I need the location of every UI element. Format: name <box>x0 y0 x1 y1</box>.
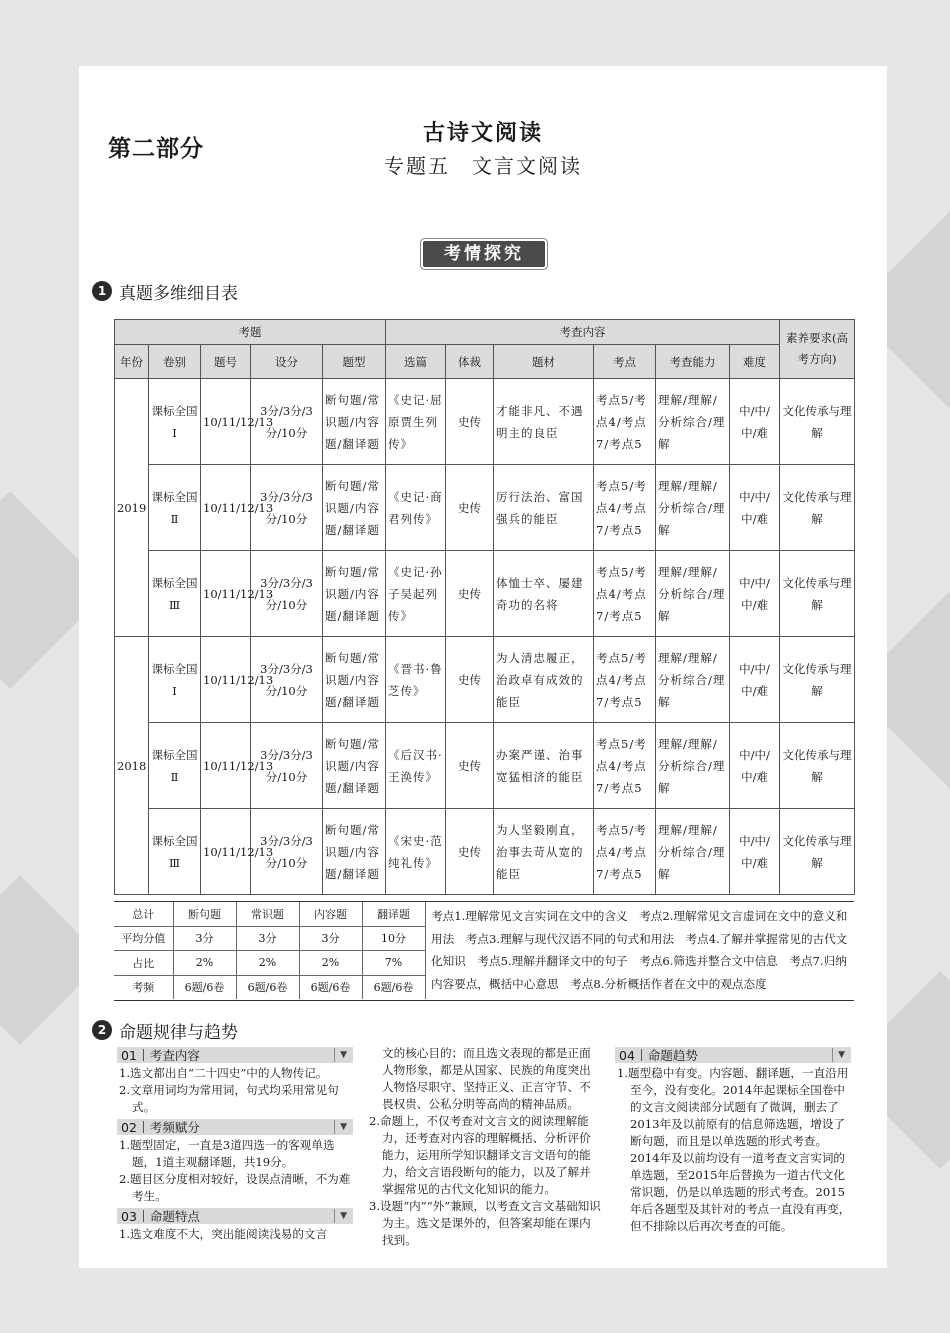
table-column-header: 选篇 <box>386 345 446 379</box>
summary-cell: 平均分值 <box>114 926 173 951</box>
paper-cell: 课标全国Ⅱ <box>149 465 201 551</box>
table-row <box>115 379 855 465</box>
document-page <box>79 66 887 1268</box>
box-title: 命题趋势 <box>647 1047 698 1063</box>
qnum-cell: 10/11/12/13 <box>201 379 251 465</box>
theme-cell: 为人清忠履正，治政卓有成效的能臣 <box>494 637 594 723</box>
summary-cell: 6题/6卷 <box>236 975 299 999</box>
text-cell: 《史记·商君列传》 <box>386 465 446 551</box>
list-item: 2.文章用词均为常用词，句式均采用常见句式。 <box>119 1083 339 1114</box>
table-column-header: 考查能力 <box>656 345 730 379</box>
table-column-header: 题型 <box>323 345 386 379</box>
exam-points-notes: 考点1.理解常见文言实词在文中的含义 考点2.理解常见文言虚词在文中的意义和用法 考点3.理解与现代汉语不同的句式和用法 考点4.了解并掌握常见的古代文化知识 考点5.理解并翻译文中的句子 考点6.筛选并整合文中信息 考点7.归纳内容要点，概括中心意思 考点8.分析概括作者在文中的观点态度 <box>431 909 848 991</box>
summary-cell: 3分 <box>173 926 236 951</box>
text-cell: 《后汉书·王涣传》 <box>386 723 446 809</box>
genre-cell: 史传 <box>446 465 494 551</box>
genre-cell: 史传 <box>446 637 494 723</box>
table-row <box>115 723 855 809</box>
table-column-header: 年份 <box>115 345 149 379</box>
difficulty-cell: 中/中/中/难 <box>730 809 780 895</box>
text-cell: 《宋史·范纯礼传》 <box>386 809 446 895</box>
ability-cell: 理解/理解/分析综合/理解 <box>656 637 730 723</box>
table-column-header: 题号 <box>201 345 251 379</box>
theme-cell: 办案严谨、治事宽猛相济的能臣 <box>494 723 594 809</box>
table-column-header: 体裁 <box>446 345 494 379</box>
left-column <box>117 1047 353 1243</box>
list-item: 1.题型固定，一直是3道四选一的客观单选题，1道主观翻译题，共19分。 <box>119 1138 335 1169</box>
summary-cell: 占比 <box>114 951 173 976</box>
points-cell: 考点5/考点4/考点7/考点5 <box>594 637 656 723</box>
box-header-03 <box>117 1208 353 1224</box>
points-cell: 考点5/考点4/考点7/考点5 <box>594 379 656 465</box>
qnum-cell: 10/11/12/13 <box>201 637 251 723</box>
points-cell: 考点5/考点4/考点7/考点5 <box>594 809 656 895</box>
year-cell: 2018 <box>115 637 149 895</box>
section-1-heading <box>92 280 238 302</box>
list-item: 文的核心目的；而且选文表现的都是正面人物形象，都是从国家、民族的角度突出人物恪尽职守、坚持正义、正言守节、不畏权贵、公私分明等高尚的精神品质。 <box>382 1046 591 1111</box>
score-cell: 3分/3分/3分/10分 <box>251 723 323 809</box>
literacy-cell: 文化传承与理解 <box>780 379 855 465</box>
paper-cell: 课标全国Ⅲ <box>149 809 201 895</box>
literacy-cell: 文化传承与理解 <box>780 465 855 551</box>
table-column-header: 难度 <box>730 345 780 379</box>
summary-cell: 2% <box>236 951 299 976</box>
box-number: 02 <box>121 1119 137 1135</box>
genre-cell: 史传 <box>446 809 494 895</box>
table-group-header: 考题 <box>115 320 386 345</box>
summary-cell: 3分 <box>236 926 299 951</box>
difficulty-cell: 中/中/中/难 <box>730 379 780 465</box>
middle-column <box>367 1045 601 1249</box>
genre-cell: 史传 <box>446 379 494 465</box>
ability-cell: 理解/理解/分析综合/理解 <box>656 465 730 551</box>
list-item: 1.选文难度不大，突出能阅读浅易的文言 <box>119 1227 328 1241</box>
summary-header: 断句题 <box>173 902 236 926</box>
box-number: 04 <box>619 1047 635 1063</box>
theme-cell: 才能非凡、不遇明主的良臣 <box>494 379 594 465</box>
qnum-cell: 10/11/12/13 <box>201 723 251 809</box>
theme-cell: 厉行法治、富国强兵的能臣 <box>494 465 594 551</box>
chevron-down-icon: ▼ <box>334 1120 347 1134</box>
points-cell: 考点5/考点4/考点7/考点5 <box>594 465 656 551</box>
chevron-down-icon: ▼ <box>334 1048 347 1062</box>
page-title: 古诗文阅读 <box>422 121 543 146</box>
qtype-cell: 断句题/常识题/内容题/翻译题 <box>323 465 386 551</box>
text-cell: 《史记·屈原贾生列传》 <box>386 379 446 465</box>
table-row <box>115 809 855 895</box>
table-row <box>115 637 855 723</box>
box-header-02 <box>117 1119 353 1135</box>
box-header-01 <box>117 1047 353 1063</box>
chevron-down-icon: ▼ <box>334 1209 347 1223</box>
theme-cell: 为人坚毅刚直，治事去苛从宽的能臣 <box>494 809 594 895</box>
genre-cell: 史传 <box>446 723 494 809</box>
table-group-header: 考查内容 <box>386 320 780 345</box>
summary-cell: 2% <box>299 951 362 976</box>
literacy-cell: 文化传承与理解 <box>780 809 855 895</box>
literacy-cell: 文化传承与理解 <box>780 723 855 809</box>
qtype-cell: 断句题/常识题/内容题/翻译题 <box>323 723 386 809</box>
summary-header: 翻译题 <box>362 902 425 926</box>
list-item: 3.设题“内”“外”兼顾，以考查文言文基础知识为主。选文是课外的，但答案却能在课内找到。 <box>369 1199 601 1247</box>
table-column-header: 卷别 <box>149 345 201 379</box>
ability-cell: 理解/理解/分析综合/理解 <box>656 723 730 809</box>
summary-cell: 6题/6卷 <box>299 975 362 999</box>
theme-cell: 体恤士卒、屡建奇功的名将 <box>494 551 594 637</box>
qnum-cell: 10/11/12/13 <box>201 465 251 551</box>
section-title: 命题规律与趋势 <box>119 1022 238 1043</box>
text-cell: 《晋书·鲁芝传》 <box>386 637 446 723</box>
score-cell: 3分/3分/3分/10分 <box>251 379 323 465</box>
qnum-cell: 10/11/12/13 <box>201 809 251 895</box>
table-column-header: 考点 <box>594 345 656 379</box>
part-title: 第二部分 <box>108 136 204 162</box>
list-item: 1.选文都出自“二十四史”中的人物传记。 <box>119 1066 328 1080</box>
list-item: 2.命题上，不仅考查对文言文的阅读理解能力，还考查对内容的理解概括、分析评价能力，运用所学知识翻译文言文语句的能力，给文言语段断句的能力，以及了解并掌握常见的古代文化知识的能力。 <box>369 1114 591 1196</box>
points-cell: 考点5/考点4/考点7/考点5 <box>594 723 656 809</box>
summary-cell: 6题/6卷 <box>173 975 236 999</box>
chevron-down-icon: ▼ <box>832 1048 845 1062</box>
list-item: 2.题目区分度相对较好，设误点清晰，不为难考生。 <box>119 1172 351 1203</box>
table-column-header: 题材 <box>494 345 594 379</box>
summary-cell: 6题/6卷 <box>362 975 425 999</box>
summary-cell: 2% <box>173 951 236 976</box>
literacy-cell: 文化传承与理解 <box>780 551 855 637</box>
score-cell: 3分/3分/3分/10分 <box>251 809 323 895</box>
year-cell: 2019 <box>115 379 149 637</box>
right-column <box>615 1047 851 1235</box>
table-row <box>115 551 855 637</box>
paper-cell: 课标全国Ⅰ <box>149 379 201 465</box>
summary-cell: 7% <box>362 951 425 976</box>
difficulty-cell: 中/中/中/难 <box>730 637 780 723</box>
qtype-cell: 断句题/常识题/内容题/翻译题 <box>323 637 386 723</box>
score-cell: 3分/3分/3分/10分 <box>251 465 323 551</box>
paper-cell: 课标全国Ⅲ <box>149 551 201 637</box>
qnum-cell: 10/11/12/13 <box>201 551 251 637</box>
table-row <box>115 465 855 551</box>
box-title: 考频赋分 <box>149 1119 200 1135</box>
box-number: 03 <box>121 1208 137 1224</box>
paper-cell: 课标全国Ⅱ <box>149 723 201 809</box>
section-banner: 考情探究 <box>423 241 545 267</box>
ability-cell: 理解/理解/分析综合/理解 <box>656 809 730 895</box>
literacy-cell: 文化传承与理解 <box>780 637 855 723</box>
summary-cell: 3分 <box>299 926 362 951</box>
text-cell: 《史记·孙子吴起列传》 <box>386 551 446 637</box>
qtype-cell: 断句题/常识题/内容题/翻译题 <box>323 809 386 895</box>
qtype-cell: 断句题/常识题/内容题/翻译题 <box>323 379 386 465</box>
paper-cell: 课标全国Ⅰ <box>149 637 201 723</box>
box-title: 命题特点 <box>149 1208 200 1224</box>
summary-cell: 考频 <box>114 975 173 999</box>
box-header-04 <box>615 1047 851 1063</box>
section-2-heading <box>92 1019 238 1041</box>
summary-header: 常识题 <box>236 902 299 926</box>
summary-header: 总计 <box>114 902 173 926</box>
exam-table <box>114 319 855 895</box>
score-cell: 3分/3分/3分/10分 <box>251 637 323 723</box>
table-column-header: 设分 <box>251 345 323 379</box>
summary-block <box>114 901 854 1001</box>
difficulty-cell: 中/中/中/难 <box>730 465 780 551</box>
box-title: 考查内容 <box>149 1047 200 1063</box>
page-subtitle: 专题五 文言文阅读 <box>384 154 582 178</box>
difficulty-cell: 中/中/中/难 <box>730 723 780 809</box>
qtype-cell: 断句题/常识题/内容题/翻译题 <box>323 551 386 637</box>
box-number: 01 <box>121 1047 137 1063</box>
section-number-icon: 1 <box>92 281 112 301</box>
table-group-header: 素养要求(高考方向) <box>780 320 855 379</box>
points-cell: 考点5/考点4/考点7/考点5 <box>594 551 656 637</box>
section-number-icon: 2 <box>92 1020 112 1040</box>
section-title: 真题多维细目表 <box>119 283 238 304</box>
difficulty-cell: 中/中/中/难 <box>730 551 780 637</box>
summary-header: 内容题 <box>299 902 362 926</box>
summary-table <box>114 902 426 999</box>
ability-cell: 理解/理解/分析综合/理解 <box>656 379 730 465</box>
summary-cell: 10分 <box>362 926 425 951</box>
score-cell: 3分/3分/3分/10分 <box>251 551 323 637</box>
list-item: 1.题型稳中有变。内容题、翻译题，一直沿用至今，没有变化。2014年起课标全国卷中的文言文阅读部分试题有了微调，删去了2013年及以前原有的信息筛选题，增设了断句题，而且是以单选题的形式考查。2014年及以前均设有一道考查文言实词的单选题，至2015年后替换为一道古代文化常识题，仍是以单选题的形式考查。2015年后各题型及其针对的考点一直没有再变，但不排除以后再次考查的可能。 <box>617 1066 851 1233</box>
ability-cell: 理解/理解/分析综合/理解 <box>656 551 730 637</box>
genre-cell: 史传 <box>446 551 494 637</box>
